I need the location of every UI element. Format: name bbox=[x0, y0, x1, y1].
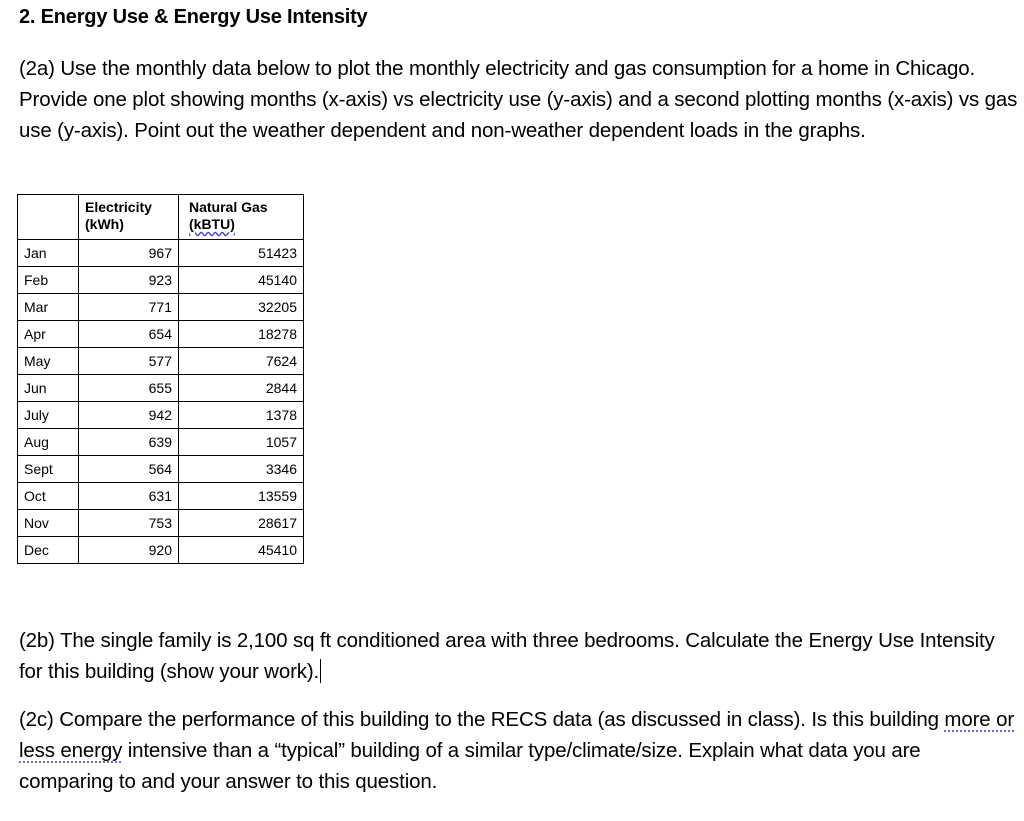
electricity-cell: 655 bbox=[79, 375, 179, 402]
header-month bbox=[18, 195, 79, 240]
gas-cell: 18278 bbox=[179, 321, 304, 348]
month-cell: Sept bbox=[18, 456, 79, 483]
question-2b-text: (2b) The single family is 2,100 sq ft conditioned area with three bedrooms. Calculate the Energy Use Intensity for this building (show your work). bbox=[19, 629, 995, 683]
electricity-cell: 771 bbox=[79, 294, 179, 321]
electricity-cell: 923 bbox=[79, 267, 179, 294]
gas-cell: 51423 bbox=[179, 240, 304, 267]
electricity-cell: 942 bbox=[79, 402, 179, 429]
electricity-cell: 654 bbox=[79, 321, 179, 348]
month-cell: Aug bbox=[18, 429, 79, 456]
table-row bbox=[18, 240, 304, 267]
gas-cell: 32205 bbox=[179, 294, 304, 321]
gas-cell: 45140 bbox=[179, 267, 304, 294]
gas-cell: 45410 bbox=[179, 537, 304, 564]
month-cell: Nov bbox=[18, 510, 79, 537]
table-row bbox=[18, 429, 304, 456]
table-header-row bbox=[18, 195, 304, 240]
text-cursor bbox=[320, 659, 321, 683]
table-row bbox=[18, 402, 304, 429]
table-row bbox=[18, 510, 304, 537]
grammar-flagged-text[interactable]: more or less energy bbox=[19, 708, 1015, 762]
electricity-cell: 967 bbox=[79, 240, 179, 267]
header-gas-title: Natural Gas bbox=[189, 199, 268, 215]
month-cell: Dec bbox=[18, 537, 79, 564]
electricity-cell: 920 bbox=[79, 537, 179, 564]
table-row bbox=[18, 294, 304, 321]
month-cell: Feb bbox=[18, 267, 79, 294]
table-row bbox=[18, 537, 304, 564]
header-electricity-unit: (kWh) bbox=[85, 216, 124, 232]
month-cell: May bbox=[18, 348, 79, 375]
gas-cell: 28617 bbox=[179, 510, 304, 537]
gas-cell: 2844 bbox=[179, 375, 304, 402]
header-natural-gas bbox=[179, 195, 304, 240]
question-2c-part1: (2c) Compare the performance of this building to the RECS data (as discussed in class). Is this building bbox=[19, 708, 945, 731]
month-cell: Oct bbox=[18, 483, 79, 510]
question-2c-part2: intensive than a “typical” building of a similar type/climate/size. Explain what data you are comparing to and your answer to this question. bbox=[19, 739, 921, 793]
gas-cell: 7624 bbox=[179, 348, 304, 375]
energy-data-table bbox=[17, 194, 304, 564]
question-2a: (2a) Use the monthly data below to plot the monthly electricity and gas consumption for a home in Chicago. Provide one plot showing months (x-axis) vs electricity use (y-axis) and a second plotting months (x-axis) vs gas use (y-axis). Point out the weather dependent and non-weather dependent loads in the graphs. bbox=[19, 57, 1018, 142]
question-2c bbox=[19, 704, 1019, 797]
electricity-cell: 564 bbox=[79, 456, 179, 483]
header-electricity-title: Electricity bbox=[85, 199, 152, 215]
table-row bbox=[18, 321, 304, 348]
gas-cell: 1378 bbox=[179, 402, 304, 429]
table-row bbox=[18, 483, 304, 510]
month-cell: July bbox=[18, 402, 79, 429]
table-row bbox=[18, 375, 304, 402]
electricity-cell: 639 bbox=[79, 429, 179, 456]
month-cell: Jan bbox=[18, 240, 79, 267]
electricity-cell: 753 bbox=[79, 510, 179, 537]
table-row bbox=[18, 348, 304, 375]
electricity-cell: 577 bbox=[79, 348, 179, 375]
header-electricity bbox=[79, 195, 179, 240]
question-2b bbox=[19, 625, 1019, 687]
header-gas-unit: (kBTU) bbox=[189, 216, 235, 232]
month-cell: Jun bbox=[18, 375, 79, 402]
gas-cell: 1057 bbox=[179, 429, 304, 456]
table-row bbox=[18, 267, 304, 294]
table-row bbox=[18, 456, 304, 483]
month-cell: Mar bbox=[18, 294, 79, 321]
gas-cell: 13559 bbox=[179, 483, 304, 510]
section-heading: 2. Energy Use & Energy Use Intensity bbox=[19, 6, 368, 28]
electricity-cell: 631 bbox=[79, 483, 179, 510]
gas-cell: 3346 bbox=[179, 456, 304, 483]
month-cell: Apr bbox=[18, 321, 79, 348]
